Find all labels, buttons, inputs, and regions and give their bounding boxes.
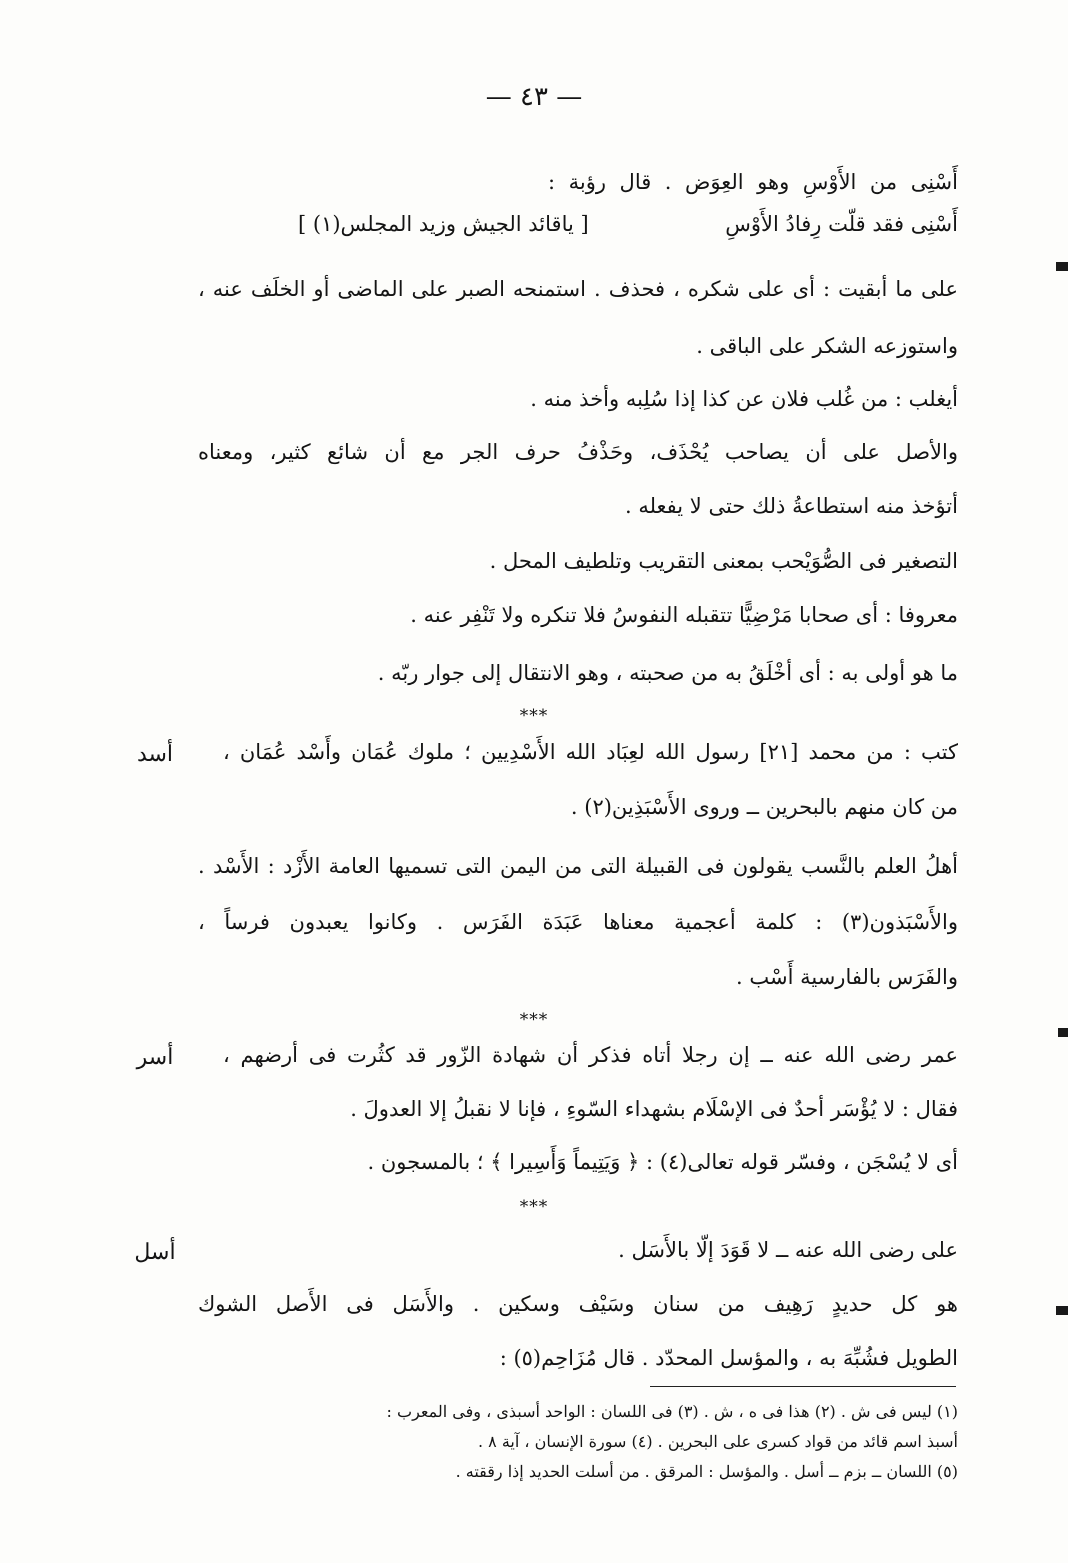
- text-line: فقال : لا يُؤْسَر أحدٌ فى الإسْلَام بشهداء السّوءِ ، فإنا لا نقبلُ إلا العدولَ .: [350, 1097, 958, 1121]
- scan-edge-mark: [1056, 1306, 1068, 1315]
- text-line: الطويل فشُبِّهَ به ، والمؤسل المحدّد . قال مُزَاحِم(٥) :: [499, 1346, 958, 1370]
- text-line: أيغلب : من غُلب فلان عن كذا إذا سُلِبه وأخذ منه .: [530, 387, 958, 411]
- text-line: على ما أبقيت : أى على شكره ، فحذف . استمنحه الصبر على الماضى أو الخلَف عنه ،: [198, 277, 958, 301]
- verse-hemistich-1: أَسْنِى فقد قلّت رِفادُ الأَوْسِ: [725, 212, 958, 236]
- text-line: التصغير فى الصُّوَيْحب بمعنى التقريب وتلطيف المحل .: [489, 549, 958, 573]
- text-line: أَسْنِى من الأَوْسِ وهو العِوَض . قال رؤبة :: [548, 170, 958, 194]
- footnote-line: (٥) اللسان ــ بزم ــ أسل . والمؤسل : المرقق . من أسلت الحديد إذا رققته .: [455, 1462, 958, 1481]
- section-separator: ***: [519, 706, 549, 726]
- footnote-line: أسبذ اسم قائد من قواد كسرى على البحرين . (٤) سورة الإنسان ، آية ٨ .: [477, 1432, 958, 1451]
- scan-edge-mark: [1058, 1028, 1068, 1037]
- page-number: — ٤٣ —: [485, 82, 583, 112]
- text-line: من كان منهم بالبحرين ــ وروى الأَسْبَذِين(٢) .: [570, 795, 958, 819]
- text-line: كتب : من محمد [٢١] رسول الله لعِبَاد الله الأَسْدِيين ؛ ملوك عُمَان وأَسْد عُمَان ،: [223, 740, 958, 764]
- scan-edge-mark: [1056, 262, 1068, 271]
- text-line: أى لا يُسْجَن ، وفسّر قوله تعالى(٤) : ﴿ وَيَتِيماً وَأَسِيرا ﴾ ؛ بالمسجون .: [367, 1150, 958, 1174]
- margin-term: أسل: [134, 1240, 176, 1265]
- section-separator: ***: [519, 1197, 549, 1217]
- verse-hemistich-2: [ ياقائد الجيش وزيد المجلس(١) ]: [298, 212, 589, 236]
- footnote-rule: [650, 1386, 956, 1387]
- margin-term: أسد: [136, 742, 174, 767]
- text-line: والأَسْبَذون(٣) : كلمة أعجمية معناها عَبَدَة الفَرَس . وكانوا يعبدون فرساً ،: [198, 910, 958, 934]
- section-separator: ***: [519, 1010, 549, 1030]
- text-line: أهلُ العلم بالنَّسب يقولون فى القبيلة التى من اليمن التى تسميها العامة الأَزْد : الأَسْد .: [198, 854, 958, 878]
- text-line: أتؤخذ منه استطاعةُ ذلك حتى لا يفعله .: [624, 494, 958, 518]
- text-line: هو كل حديدٍ رَهِيف من سنان وسَيْف وسكين . والأَسَل فى الأَصل الشوك: [198, 1292, 958, 1316]
- text-line: واستوزعه الشكر على الباقى .: [696, 334, 958, 358]
- margin-term: أسر: [136, 1045, 174, 1070]
- text-line: والفَرَس بالفارسية أَسْب .: [736, 965, 958, 989]
- footnote-line: (١) ليس فى ش . (٢) هذا فى ه ، ش . (٣) فى اللسان : الواحد أسبذى ، وفى المعرب :: [386, 1402, 958, 1421]
- text-line: معروفا : أى صحابا مَرْضِيًّا تتقبله النفوسُ فلا تنكره ولا تَنْفِر عنه .: [410, 603, 958, 627]
- text-line: عمر رضى الله عنه ــ إن رجلا أتاه فذكر أن شهادة الزّور قد كثُرت فى أرضهم ،: [223, 1043, 958, 1067]
- text-line: ما هو أولى به : أى أخْلَقُ به من صحبته ، وهو الانتقال إلى جوار ربّه .: [377, 661, 958, 685]
- text-line: على رضى الله عنه ــ لا قَوَدَ إلّا بالأَسَل .: [618, 1238, 958, 1262]
- text-line: والأصل على أن يصاحب يُحْذَف، وحَذْفُ حرف الجر مع أن شائع كثير، ومعناه: [198, 440, 958, 464]
